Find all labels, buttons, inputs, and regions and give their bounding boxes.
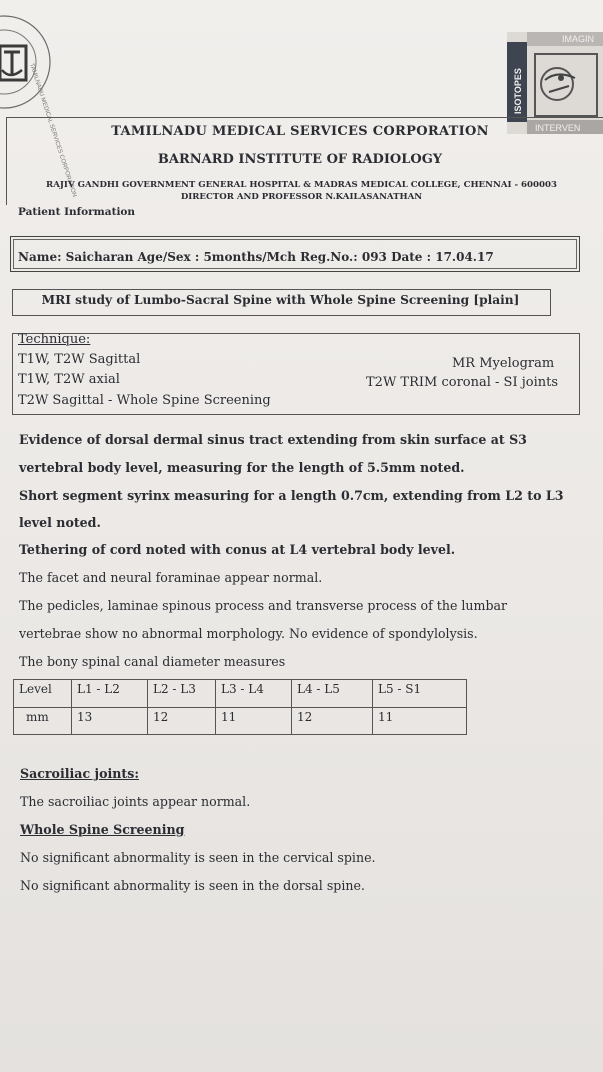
finding-line-2: vertebral body level, measuring for the length of 5.5mm noted. [19,460,465,475]
table-cell: 11 [216,708,292,735]
table-cell: L1 - L2 [72,680,148,708]
table-cell: L4 - L5 [292,680,373,708]
table-cell: mm [14,708,72,735]
table-cell: 11 [373,708,467,735]
table-cell: 12 [292,708,373,735]
sacroiliac-heading: Sacroiliac joints: [20,766,139,781]
canal-diameter-table [13,679,467,735]
corporation-title: TAMILNADU MEDICAL SERVICES CORPORATION [111,124,489,139]
patient-details: Name: Saicharan Age/Sex : 5months/Mch Reg.No.: 093 Date : 17.04.17 [18,250,494,264]
hospital-address: RAJIV GANDHI GOVERNMENT GENERAL HOSPITAL & MADRAS MEDICAL COLLEGE, CHENNAI - 600003 [46,180,557,190]
right-logo-bottom-text: INTERVEN [535,123,581,133]
study-title: MRI study of Lumbo-Sacral Spine with Whole Spine Screening [plain] [41,293,520,307]
technique-left-3: T2W Sagittal - Whole Spine Screening [18,393,271,408]
table-cell: L5 - S1 [373,680,467,708]
table-cell: 13 [72,708,148,735]
technique-left-2: T1W, T2W axial [18,372,120,387]
whole-spine-line-1: No significant abnormality is seen in the cervical spine. [20,850,376,865]
table-header-row [14,680,467,708]
finding-line-7: The pedicles, laminae spinous process and transverse process of the lumbar [19,598,508,613]
technique-left-1: T1W, T2W Sagittal [18,352,141,367]
right-logo-top-text: IMAGIN [562,34,595,44]
whole-spine-line-2: No significant abnormality is seen in the dorsal spine. [20,878,365,893]
finding-line-1: Evidence of dorsal dermal sinus tract extending from skin surface at S3 [19,432,527,447]
finding-line-8: vertebrae show no abnormal morphology. No evidence of spondylolysis. [19,626,478,641]
patient-info-label: Patient Information [18,206,136,218]
finding-line-6: The facet and neural foraminae appear normal. [19,570,323,585]
table-cell: L2 - L3 [148,680,216,708]
technique-heading: Technique: [18,332,91,347]
finding-line-5: Tethering of cord noted with conus at L4 vertebral body level. [19,542,456,557]
table-cell: 12 [148,708,216,735]
right-logo-side-text: ISOTOPES [513,68,523,114]
whole-spine-heading: Whole Spine Screening [20,822,185,837]
finding-line-9: The bony spinal canal diameter measures [19,654,286,669]
director-line: DIRECTOR AND PROFESSOR N.KAILASANATHAN [180,192,423,202]
technique-right-1: MR Myelogram [452,356,555,371]
tnmsc-logo-icon [0,12,78,198]
technique-right-2: T2W TRIM coronal - SI joints [366,375,559,390]
finding-line-3: Short segment syrinx measuring for a length 0.7cm, extending from L2 to L3 [19,488,564,503]
table-row [14,708,467,735]
finding-line-4: level noted. [19,515,101,530]
table-cell: L3 - L4 [216,680,292,708]
sacroiliac-text: The sacroiliac joints appear normal. [20,794,251,809]
institute-title: BARNARD INSTITUTE OF RADIOLOGY [157,152,443,167]
left-logo-text: TAMILNADU MEDICAL SERVICES CORPORATION [28,62,78,198]
table-cell: Level [14,680,72,708]
